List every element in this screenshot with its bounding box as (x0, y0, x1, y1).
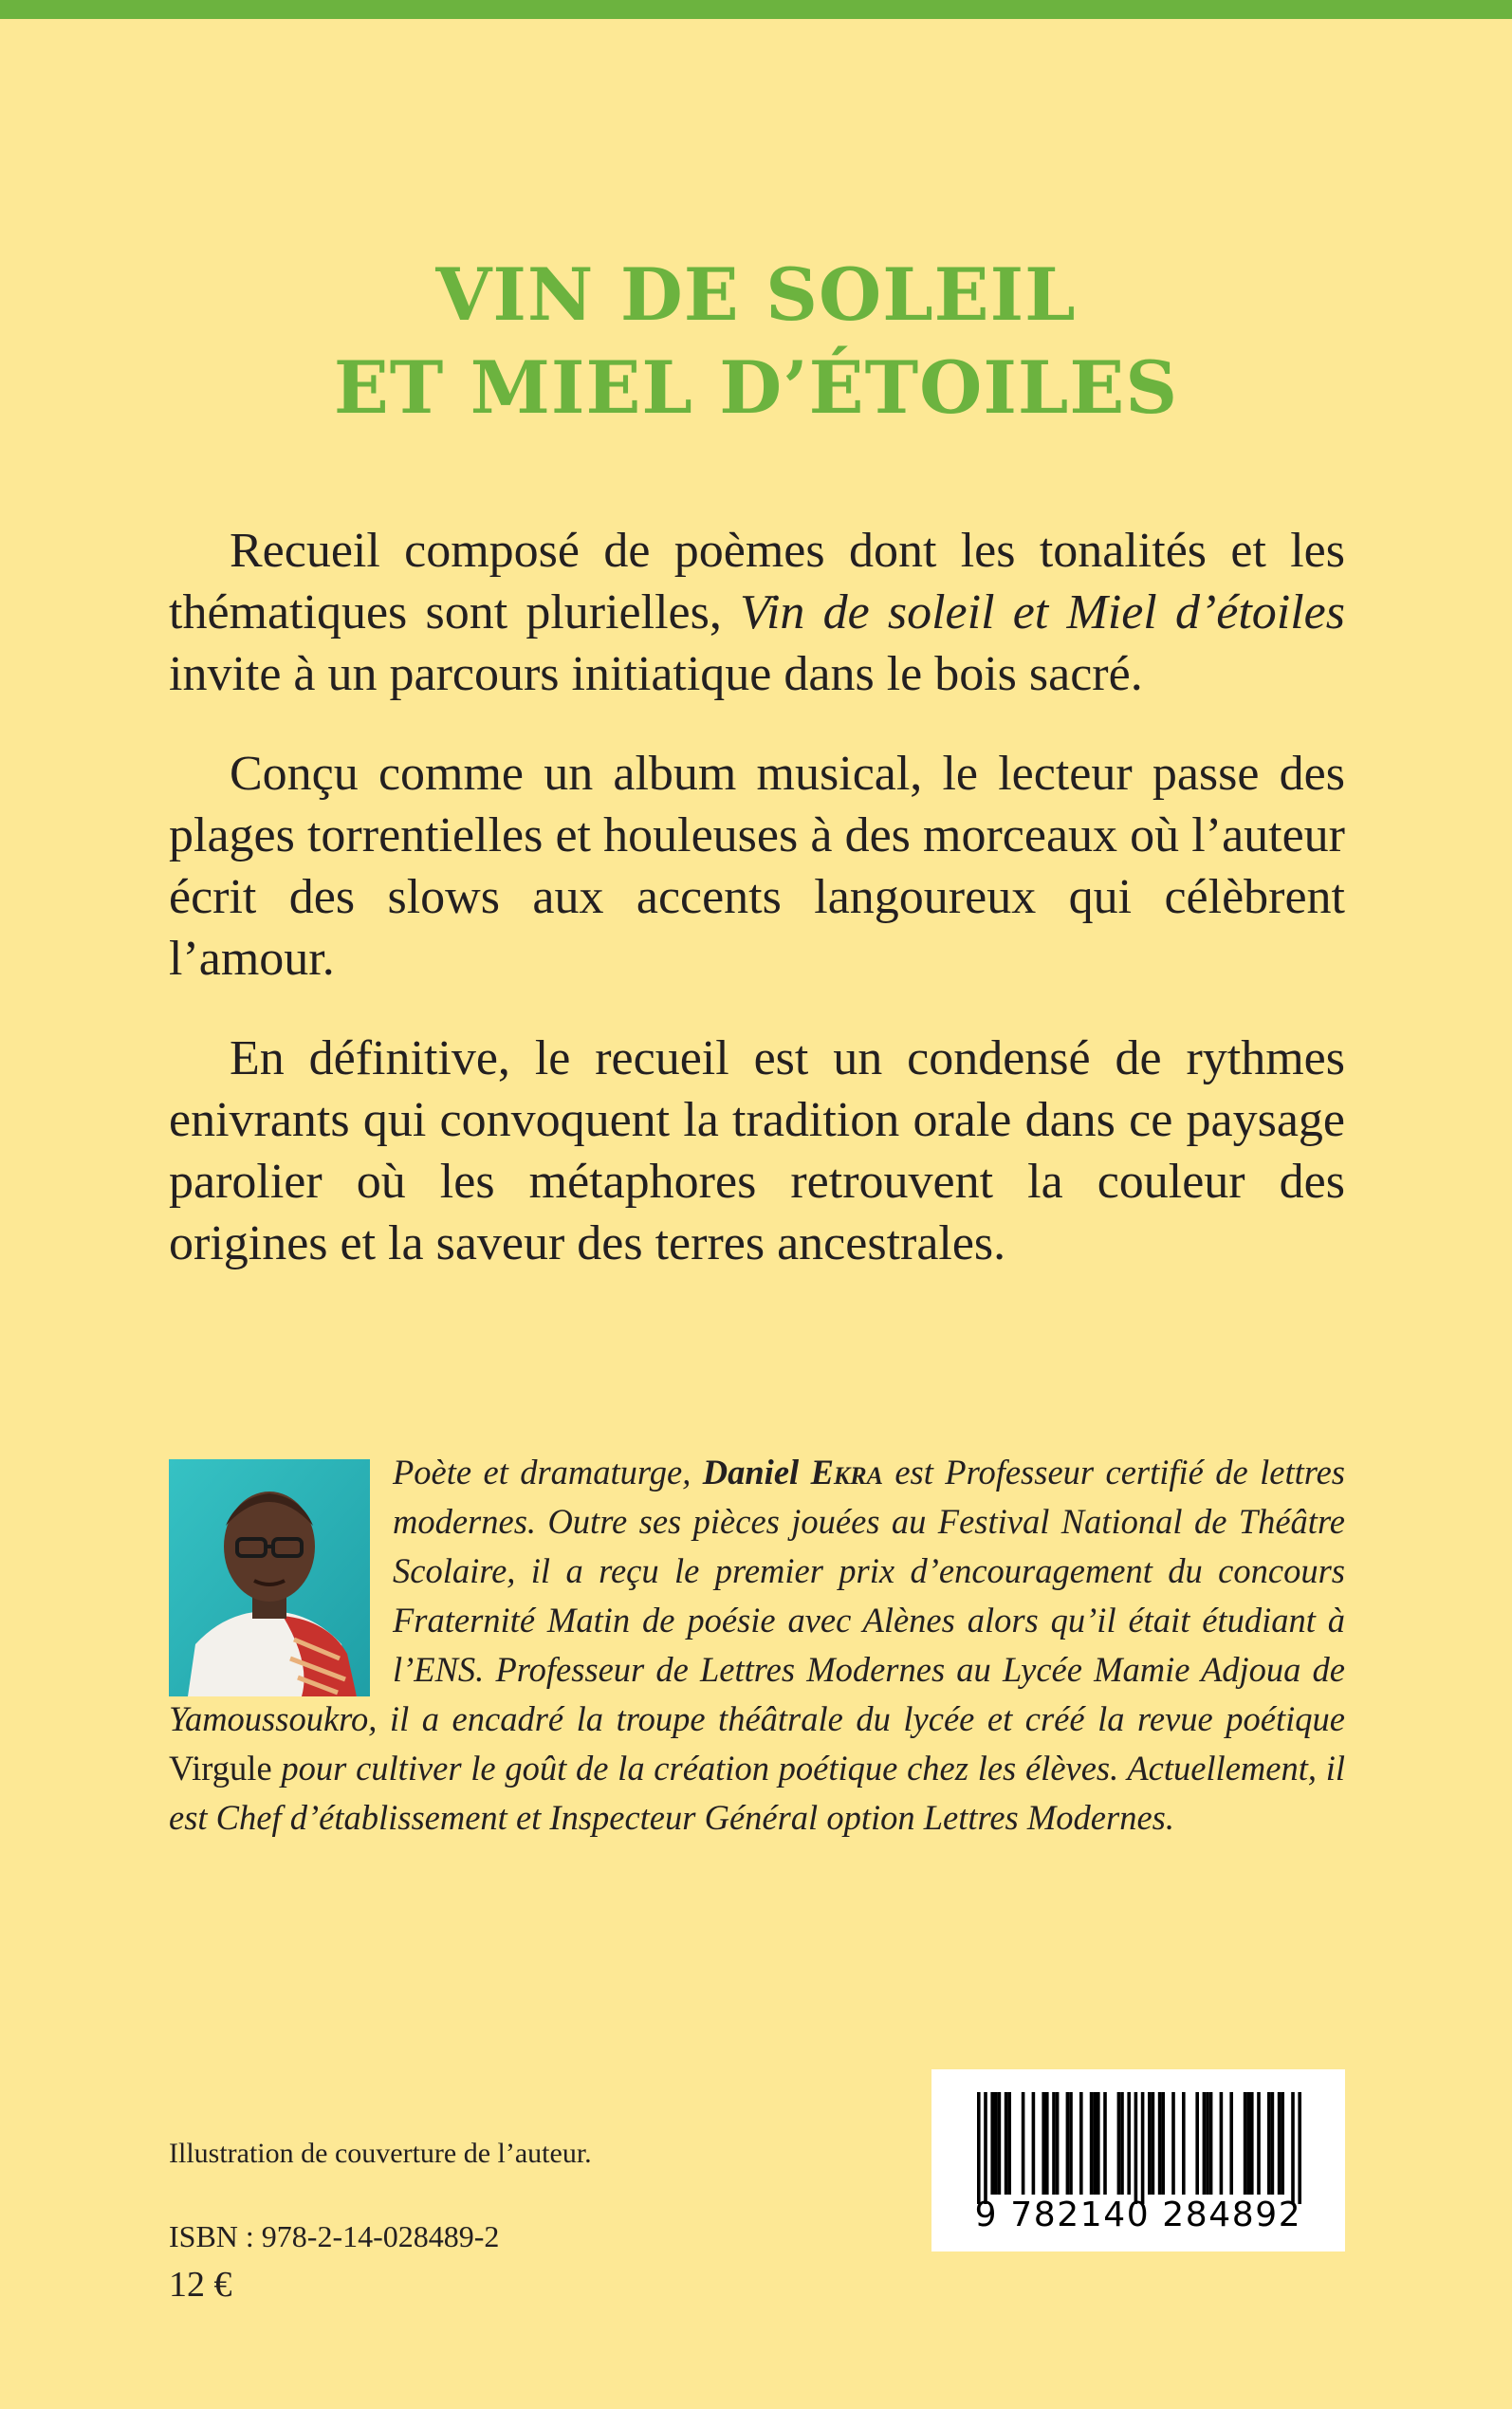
barcode-bar (1127, 2092, 1131, 2195)
author-name (703, 1453, 883, 1492)
photo-wrap-space (169, 1448, 393, 1693)
barcode-digits: 9 782140 284892 (974, 2196, 1302, 2234)
barcode-bar (1007, 2092, 1011, 2195)
barcode-bar (1182, 2092, 1186, 2195)
bio-text-2: pour cultiver le goût de la création poétique chez les élèves. Actuellement, il est Chef d’établissement et Inspecteur Général option Lettres Modernes. (169, 1749, 1345, 1837)
barcode-bar (1148, 2092, 1152, 2195)
barcode-bar (1250, 2092, 1254, 2195)
blurb-paragraph-3: En définitive, le recueil est un condensé de rythmes enivrants qui convoquent la tradition orale dans ce paysage parolier où les métaphores retrouvent la couleur des origines et la saveur des terres ancestrales. (169, 1031, 1345, 1270)
barcode-bar (1045, 2092, 1049, 2195)
title-line-2: ET MIEL D’ÉTOILES (333, 345, 1179, 430)
top-green-band (0, 0, 1512, 19)
barcode-bar (1042, 2092, 1045, 2195)
author-biography (169, 1448, 1345, 1843)
barcode-bar (1281, 2092, 1284, 2195)
barcode-bar (1079, 2092, 1083, 2195)
review-name: Virgule (169, 1749, 272, 1788)
barcode-bar (1093, 2092, 1097, 2195)
barcode-bar (1141, 2092, 1145, 2204)
barcode-bar (984, 2092, 987, 2204)
isbn: ISBN : 978-2-14-028489-2 (169, 2219, 500, 2253)
blurb-paragraph-1 (169, 520, 1345, 705)
barcode-bar (1278, 2092, 1282, 2195)
barcode-bar (1103, 2092, 1107, 2195)
barcode-bar (977, 2092, 981, 2204)
blurb-p1-text: Recueil composé de poèmes dont les tonalités et les thématiques sont plurielles, (169, 524, 1345, 639)
barcode-bar (1203, 2092, 1207, 2195)
author-first-name: Daniel (702, 1453, 800, 1492)
barcode-bar (994, 2092, 998, 2195)
barcode-bar (1005, 2092, 1008, 2195)
barcode-bar (1257, 2092, 1261, 2195)
barcode-bar (1171, 2092, 1175, 2195)
barcode-bar (1022, 2092, 1025, 2195)
title-line-1: VIN DE SOLEIL (435, 252, 1077, 337)
barcode-bar (1195, 2092, 1199, 2195)
barcode-bar (1069, 2092, 1073, 2195)
barcode-bar (1244, 2092, 1247, 2195)
barcode-bar (1209, 2092, 1213, 2195)
author-last-name: Ekra (810, 1453, 883, 1492)
back-cover-blurb (169, 520, 1345, 1312)
bio-text-1: est Professeur certifié de lettres modernes. Outre ses pièces jouées au Festival National de Théâtre Scolaire, il a reçu le premier prix d’encouragement du concours Fraternité Matin de poésie avec Alènes alors qu’il était étudiant à l’ENS. Professeur de Lettres Modernes au Lycée Mamie Adjoua de Yamoussoukro, il a encadré la troupe théâtrale du lycée et créé la revue poétique (169, 1453, 1346, 1738)
barcode-bar (1090, 2092, 1094, 2195)
barcode-bar (1298, 2092, 1301, 2204)
barcode-bar (1267, 2092, 1271, 2195)
barcode-bar (1117, 2092, 1121, 2195)
barcode-bar (1032, 2092, 1036, 2195)
barcode-bar (1134, 2092, 1138, 2204)
barcode-bar (1271, 2092, 1275, 2195)
barcode-bar (1056, 2092, 1060, 2195)
barcode-bar (1206, 2092, 1209, 2195)
barcode-bar (1097, 2092, 1100, 2195)
price: 12 € (169, 2265, 232, 2305)
blurb-paragraph-2: Conçu comme un album musical, le lecteur passe des plages torrentielles et houleuses à des morceaux où l’auteur écrit des slows aux accents langoureux qui célèbrent l’amour. (169, 747, 1345, 986)
barcode-bar (1246, 2092, 1250, 2195)
blurb-p1-text-end: invite à un parcours initiatique dans le bois sacré. (169, 647, 1143, 701)
bio-intro: Poète et dramaturge, (393, 1453, 703, 1492)
barcode-bar (1158, 2092, 1162, 2195)
barcode-bar (1066, 2092, 1070, 2195)
barcode-bar (1152, 2092, 1155, 2195)
barcode-bar (990, 2092, 994, 2195)
barcode-bar (1229, 2092, 1233, 2195)
barcode-bar (1052, 2092, 1056, 2195)
illustration-credit: Illustration de couverture de l’auteur. (169, 2138, 592, 2169)
barcode-bar (1161, 2092, 1165, 2195)
barcode-bar (1220, 2092, 1224, 2195)
barcode (931, 2069, 1345, 2251)
barcode-bar (998, 2092, 1002, 2195)
book-title (0, 249, 1512, 435)
barcode-bar (1291, 2092, 1295, 2204)
blurb-book-title-italic: Vin de soleil et Miel d’étoiles (740, 585, 1345, 639)
barcode-bar (1120, 2092, 1124, 2195)
